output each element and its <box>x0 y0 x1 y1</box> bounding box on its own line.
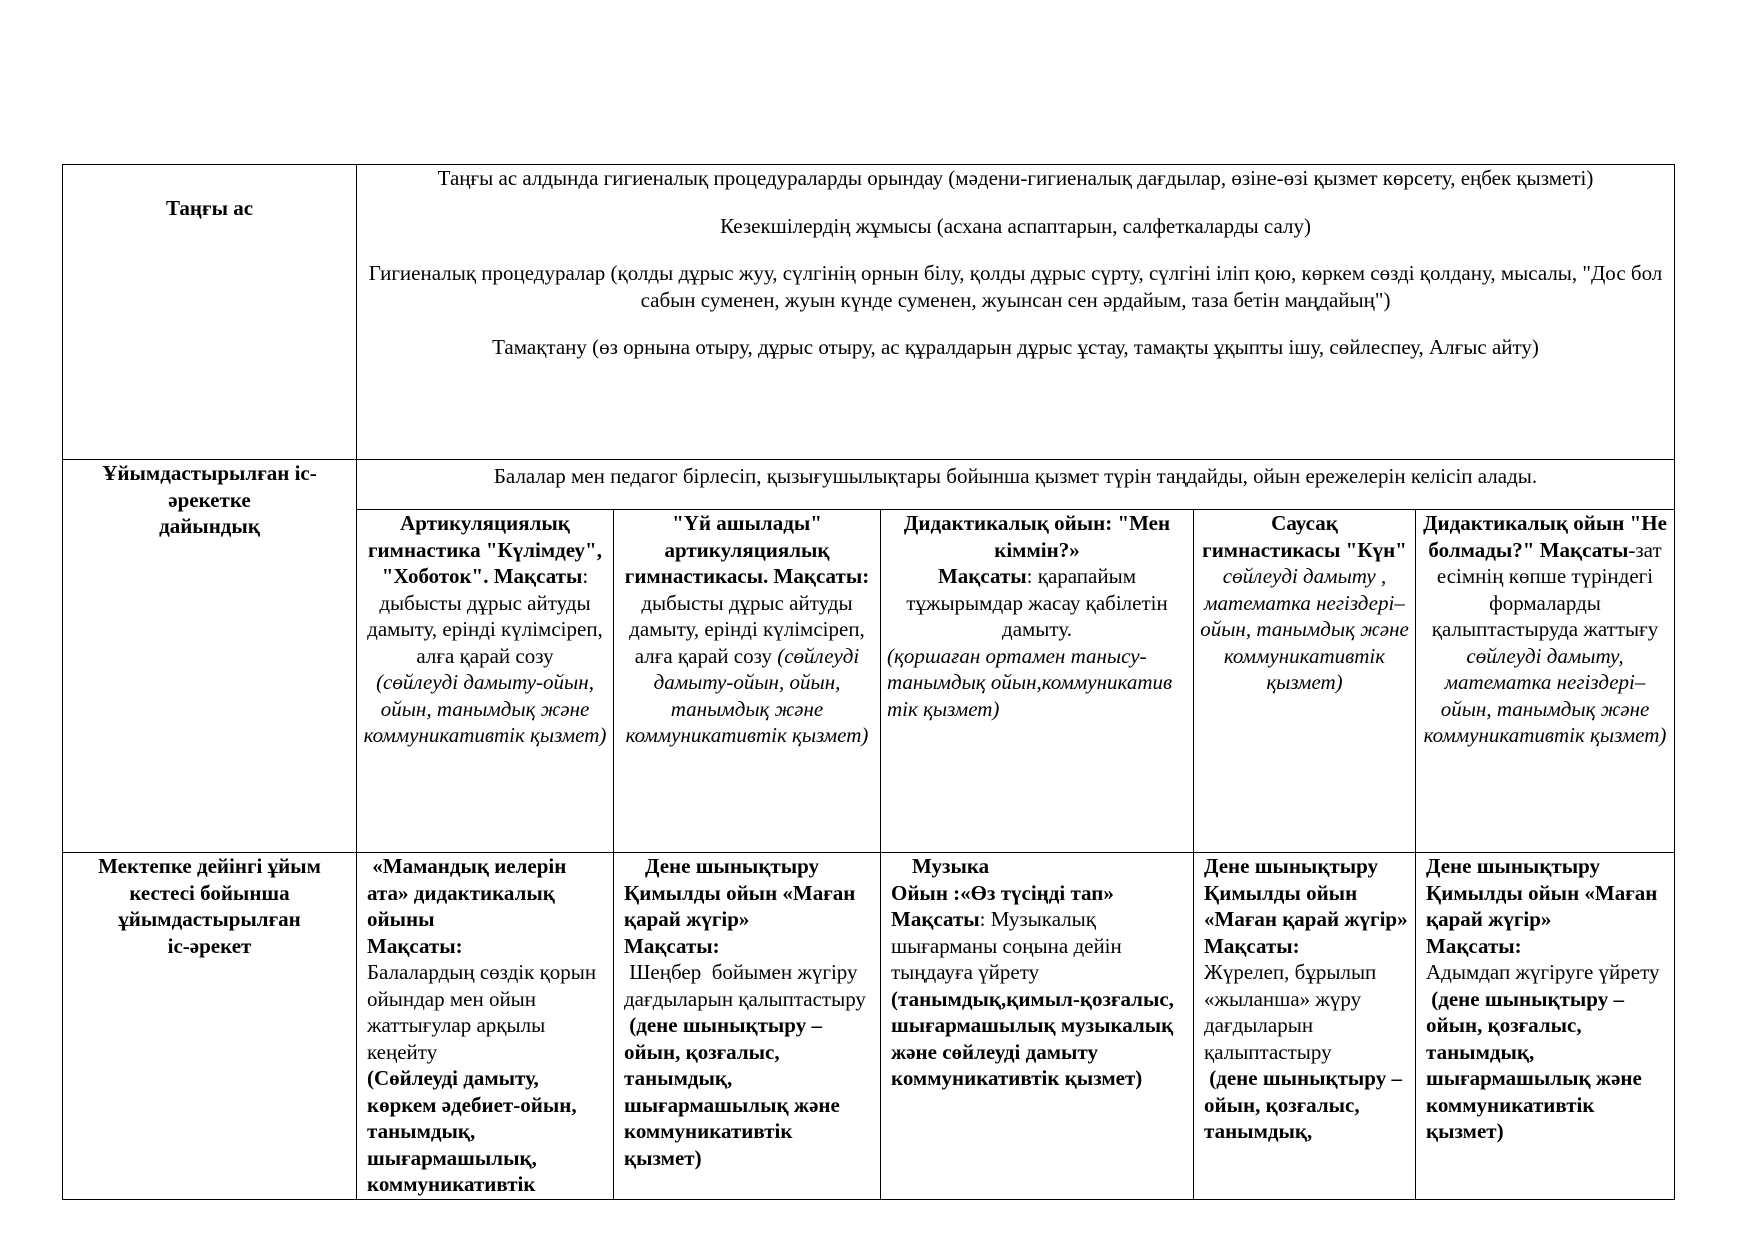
activity-areas: (дене шынықтыру – ойын, қозғалыс, танымдық, шығармашылық және коммуникативтік қызмет) <box>1426 986 1648 1143</box>
daily-plan-table <box>62 164 1675 1200</box>
activity-areas: (сөйлеуді дамыту-ойын, ойын, танымдық және коммуникативтік қызмет) <box>625 643 869 747</box>
activity-goal-label: Мақсаты: <box>624 933 720 958</box>
activity-title: Дене шынықтыру <box>1426 854 1601 878</box>
activity-goal: Жүрелеп, бұрылып «жыланша» жүру дағдыларын қалыптастыру <box>1204 960 1377 1064</box>
activity-goal: Балалардың сөздік қорын ойындар мен ойын жаттығулар арқылы кеңейту <box>367 960 597 1064</box>
activity-goal-label: Мақсаты: <box>1426 933 1522 958</box>
breakfast-line: Тамақтану (өз орнына отыру, дұрыс отыру, ас құралдарын дұрыс ұстау, тамақты ұқыпты ішу, сөйлеспеу, Алғыс айту) <box>492 335 1539 359</box>
preparation-label-line: әрекетке <box>168 487 251 512</box>
activity-goal: -зат есімнің көпше түріндегі формаларды қалыптастыруда жаттығу <box>1431 537 1662 641</box>
activity-goal-label: Мақсаты <box>891 907 980 931</box>
preparation-label-line: Ұйымдастырылған іс- <box>102 461 317 485</box>
breakfast-label: Таңғы ас <box>165 196 254 220</box>
breakfast-line: Кезекшілердің жұмысы (асхана аспаптарын, салфеткаларды салу) <box>720 213 1311 238</box>
organized-label-line: ұйымдастырылған <box>118 907 301 931</box>
activity-subtitle: Ойын :«Өз түсіңді тап» <box>891 880 1114 905</box>
preparation-activity-cell <box>357 510 614 853</box>
preparation-intro: Балалар мен педагог бірлесіп, қызығушылықтары бойынша қызмет түрін таңдайды, ойын ережелерін келісіп алады. <box>493 464 1538 488</box>
organized-activity-cell <box>1194 853 1416 1200</box>
activity-areas: (Сөйлеуді дамыту, көркем әдебиет-ойын, танымдық, шығармашылық, коммуникативтік <box>367 1066 577 1196</box>
activity-areas: сөйлеуді дамыту, математка негіздері– ойын, танымдық және коммуникативтік қызмет) <box>1423 643 1667 747</box>
activity-areas: (сөйлеуді дамыту-ойын, ойын, танымдық және коммуникативтік қызмет) <box>363 670 607 747</box>
preparation-activity-cell <box>881 510 1194 853</box>
breakfast-line: Гигиеналық процедуралар (қолды дұрыс жуу, сүлгінің орнын білу, қолды дұрыс сүрту, сүлгіні іліп қою, көркем сөзді қолдану, мысалы, "Дос бол сабын суменен, жуын күнде суменен, жуынсан сен әрдайым, таза бетін маңдайың") <box>368 261 1663 312</box>
activity-title: "Үй ашылады" артикуляциялық гимнастикасы. Мақсаты: <box>624 511 870 588</box>
preparation-label-cell <box>63 460 357 853</box>
activity-subtitle: Қимылды ойын «Маған қарай жүгір» <box>1204 880 1408 931</box>
activity-goal: : Музыкалық шығарманы соңына дейін тыңдауға үйрету <box>891 907 1122 984</box>
organized-activities-row <box>63 853 1675 1200</box>
breakfast-label-cell <box>63 165 357 460</box>
activity-subtitle: Қимылды ойын «Маған қарай жүгір» <box>624 880 856 931</box>
organized-label-line: кестесі бойынша <box>129 880 290 905</box>
activity-title: Дидактикалық ойын "Не болмады?" Мақсаты <box>1423 511 1667 562</box>
activity-areas: (дене шынықтыру – ойын, қозғалыс, танымдық, шығармашылық және коммуникативтік қызмет) <box>624 1013 846 1170</box>
breakfast-content-cell <box>357 165 1675 460</box>
organized-activity-cell <box>1416 853 1675 1200</box>
activity-goal-label: Мақсаты <box>937 564 1027 588</box>
activity-goal: Адымдап жүгіруге үйрету <box>1426 960 1660 984</box>
preparation-activity-cell <box>614 510 881 853</box>
activity-areas: сөйлеуді дамыту , математка негіздері– ойын, танымдық және коммуникативтік қызмет) <box>1200 564 1409 694</box>
activity-title: Дене шынықтыру <box>624 854 820 878</box>
activity-areas: (танымдық,қимыл-қозғалыс, шығармашылық музыкалық және сөйлеуді дамыту коммуникативтік қызмет) <box>891 986 1174 1090</box>
activity-goal: дыбысты дұрыс айтуды дамыту, ерінді күлімсіреп, алға қарай созу <box>629 590 865 668</box>
organized-label-line: іс-әрекет <box>167 933 252 958</box>
activity-goal-label: Мақсаты: <box>367 933 463 958</box>
activity-goal: Шеңбер бойымен жүгіру дағдыларын қалыптастыру <box>624 960 866 1011</box>
organized-label-line: Мектепке дейінгі ұйым <box>98 854 321 878</box>
preparation-activity-cell <box>1194 510 1416 853</box>
activity-areas: (дене шынықтыру – ойын, қозғалыс, танымдық, <box>1204 1066 1408 1143</box>
breakfast-line: Таңғы ас алдында гигиеналық процедураларды орындау (мәдени-гигиеналық дағдылар, өзіне-өзі қызмет көрсету, еңбек қызметі) <box>437 166 1594 190</box>
organized-activity-cell <box>614 853 881 1200</box>
activity-title: Дене шынықтыру <box>1204 854 1379 878</box>
activity-goal: : қарапайым тұжырымдар жасау қабілетін дамыту. <box>906 564 1168 641</box>
activity-title: «Мамандық иелерін ата» дидактикалық ойыны <box>367 854 572 931</box>
organized-label-cell <box>63 853 357 1200</box>
activity-subtitle: Қимылды ойын «Маған қарай жүгір» <box>1426 880 1658 931</box>
preparation-activity-cell <box>1416 510 1675 853</box>
breakfast-row <box>63 165 1675 460</box>
preparation-label-line: дайындық <box>159 514 260 538</box>
organized-activity-cell <box>357 853 614 1200</box>
activity-goal: : дыбысты дұрыс айтуды дамыту, ерінді күлімсіреп, алға қарай созу <box>367 564 603 668</box>
activity-title: Музыка <box>891 854 990 878</box>
activity-title: Саусақ гимнастикасы "Күн" <box>1202 511 1407 562</box>
activity-title: Артикуляциялық гимнастика "Күлімдеу", "Хоботок". Мақсаты <box>368 511 602 588</box>
activity-areas: (қоршаған ортамен танысу-танымдық ойын,коммуникатив тік қызмет) <box>887 643 1173 721</box>
activity-goal-label: Мақсаты: <box>1204 933 1300 958</box>
activity-title: Дидактикалық ойын: "Мен кіммін?» <box>903 511 1171 562</box>
preparation-intro-row <box>63 460 1675 510</box>
preparation-intro-cell <box>357 460 1675 510</box>
organized-activity-cell <box>881 853 1194 1200</box>
